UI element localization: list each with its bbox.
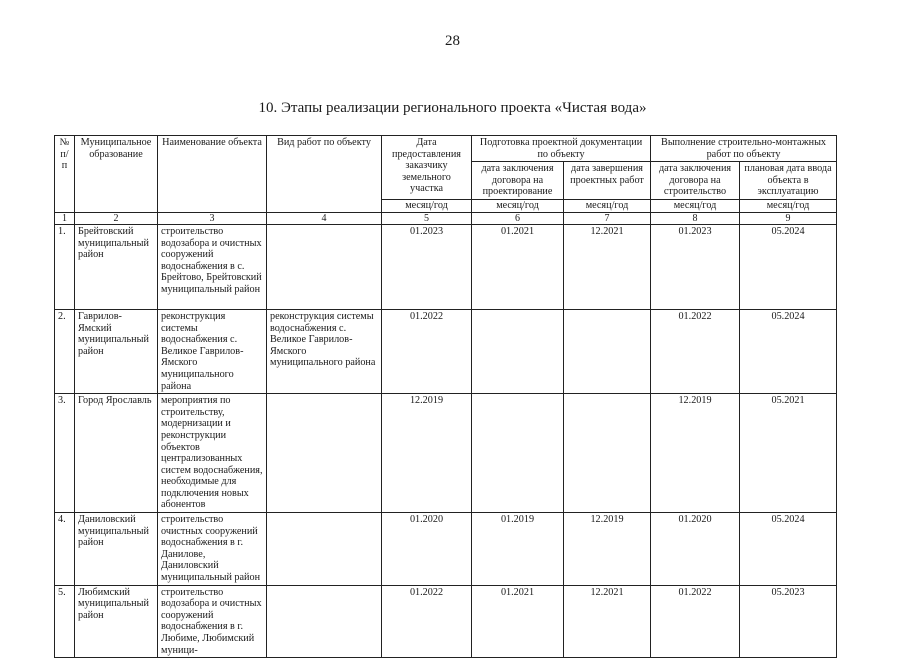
land-date-cell: 01.2022 — [382, 585, 472, 658]
design-contract-cell: 01.2021 — [472, 585, 564, 658]
design-end-cell: 12.2021 — [564, 224, 651, 309]
table-row — [55, 309, 837, 393]
construction-contract-cell: 12.2019 — [651, 394, 740, 513]
row-number: 1. — [55, 224, 75, 309]
work-type-cell — [267, 394, 382, 513]
land-date-cell: 01.2022 — [382, 309, 472, 393]
page-number: 28 — [445, 33, 460, 49]
commission-cell: 05.2023 — [740, 585, 837, 658]
unit-label: месяц/год — [740, 199, 837, 212]
commission-cell: 05.2024 — [740, 309, 837, 393]
work-type-cell — [267, 224, 382, 309]
table-row — [55, 513, 837, 586]
municipality-cell: Брейтовский муниципальный район — [75, 224, 158, 309]
column-number: 9 — [740, 212, 837, 224]
row-number: 4. — [55, 513, 75, 586]
column-number: 8 — [651, 212, 740, 224]
object-cell: строительство водозабора и очистных сооружений водоснабжения в с. Брейтово, Брейтовский муниципальный район — [158, 224, 267, 309]
design-contract-cell — [472, 394, 564, 513]
commission-cell: 05.2024 — [740, 224, 837, 309]
header-design-end: дата завершения проектных работ — [564, 162, 651, 200]
unit-label: месяц/год — [651, 199, 740, 212]
object-cell: строительство очистных сооружений водоснабжения в г. Данилове, Даниловский муниципальный район — [158, 513, 267, 586]
land-date-cell: 01.2020 — [382, 513, 472, 586]
design-end-cell — [564, 394, 651, 513]
header-group-design: Подготовка проектной документации по объекту — [472, 136, 651, 162]
document-title: 10. Этапы реализации регионального проекта «Чистая вода» — [258, 100, 647, 116]
header-group-construction: Выполнение строительно-монтажных работ по объекту — [651, 136, 837, 162]
header-commission: плановая дата ввода объекта в эксплуатацию — [740, 162, 837, 200]
header-land-date: Дата предоставления заказчику земельного участка — [382, 136, 472, 200]
column-number: 5 — [382, 212, 472, 224]
header-row-1 — [55, 136, 837, 162]
object-cell: строительство водозабора и очистных сооружений водоснабжения в г. Любиме, Любимский муници- — [158, 585, 267, 658]
column-number: 4 — [267, 212, 382, 224]
work-type-cell — [267, 585, 382, 658]
commission-cell: 05.2024 — [740, 513, 837, 586]
construction-contract-cell: 01.2023 — [651, 224, 740, 309]
municipality-cell: Город Ярославль — [75, 394, 158, 513]
land-date-cell: 01.2023 — [382, 224, 472, 309]
row-number: 2. — [55, 309, 75, 393]
land-date-cell: 12.2019 — [382, 394, 472, 513]
design-contract-cell: 01.2021 — [472, 224, 564, 309]
project-stages-table — [54, 135, 837, 658]
municipality-cell: Гаврилов-Ямский муниципальный район — [75, 309, 158, 393]
header-no: № п/п — [55, 136, 75, 213]
construction-contract-cell: 01.2020 — [651, 513, 740, 586]
column-number: 7 — [564, 212, 651, 224]
column-number: 6 — [472, 212, 564, 224]
commission-cell: 05.2021 — [740, 394, 837, 513]
header-construction-contract: дата заключения договора на строительство — [651, 162, 740, 200]
table-row — [55, 224, 837, 309]
header-object: Наименование объекта — [158, 136, 267, 213]
object-cell: реконструкция системы водоснабжения с. Великое Гаврилов-Ямского муниципального района — [158, 309, 267, 393]
unit-label: месяц/год — [382, 199, 472, 212]
design-contract-cell: 01.2019 — [472, 513, 564, 586]
header-work-type: Вид работ по объекту — [267, 136, 382, 213]
design-contract-cell — [472, 309, 564, 393]
header-municipality: Муниципальное образование — [75, 136, 158, 213]
municipality-cell: Любимский муниципальный район — [75, 585, 158, 658]
row-number: 3. — [55, 394, 75, 513]
object-cell: мероприятия по строительству, модернизации и реконструкции объектов централизованных систем водоснабжения, необходимые для подключения новых абонентов — [158, 394, 267, 513]
header-design-contract: дата заключения договора на проектирование — [472, 162, 564, 200]
construction-contract-cell: 01.2022 — [651, 585, 740, 658]
municipality-cell: Даниловский муниципальный район — [75, 513, 158, 586]
design-end-cell: 12.2019 — [564, 513, 651, 586]
design-end-cell: 12.2021 — [564, 585, 651, 658]
unit-label: месяц/год — [564, 199, 651, 212]
column-number: 3 — [158, 212, 267, 224]
row-number: 5. — [55, 585, 75, 658]
column-number-row — [55, 212, 837, 224]
column-number: 2 — [75, 212, 158, 224]
construction-contract-cell: 01.2022 — [651, 309, 740, 393]
work-type-cell: реконструкция системы водоснабжения с. Великое Гаврилов-Ямского муниципального района — [267, 309, 382, 393]
work-type-cell — [267, 513, 382, 586]
table-row — [55, 394, 837, 513]
design-end-cell — [564, 309, 651, 393]
unit-label: месяц/год — [472, 199, 564, 212]
column-number: 1 — [55, 212, 75, 224]
table-row — [55, 585, 837, 658]
